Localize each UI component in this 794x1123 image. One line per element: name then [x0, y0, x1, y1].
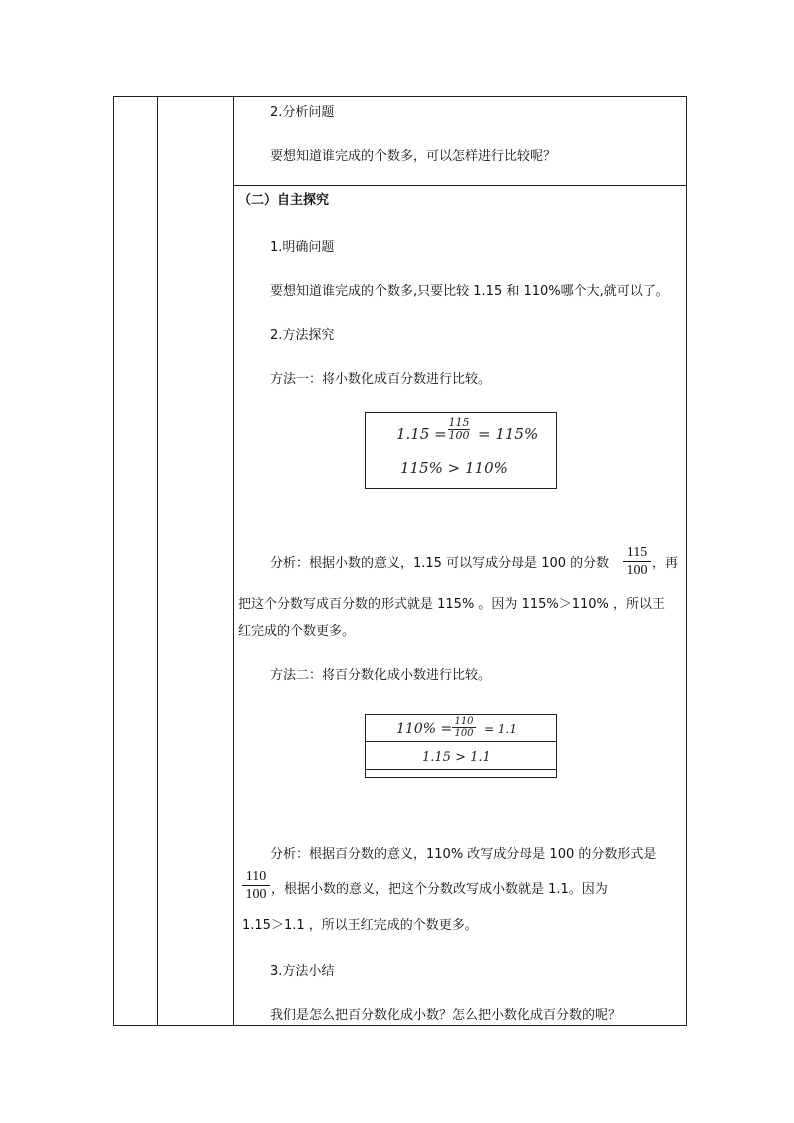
analysis1-fraction: [623, 545, 651, 578]
handwritten-work-box-1: [365, 412, 557, 489]
step2-title: 2.方法探究: [270, 328, 335, 343]
analysis1-line2: 把这个分数写成百分数的形式就是 115% 。因为 115%＞110% ，所以王: [238, 597, 666, 612]
hw2-ruled-line-2: [366, 769, 556, 770]
hw1-line1-left: 1.15 =: [396, 425, 447, 443]
table-left-border: [113, 96, 114, 1026]
hw1-fraction-den: 100: [448, 429, 470, 442]
hw2-ruled-line-1: [366, 741, 556, 742]
section-title: （二）自主探究: [238, 193, 330, 208]
analysis-heading: 2.分析问题: [270, 105, 335, 120]
step3-title: 3.方法小结: [270, 964, 335, 979]
hw2-fraction: [452, 716, 476, 739]
analysis1-fraction-bar: [623, 561, 651, 562]
hw1-line1-right: = 115%: [478, 425, 539, 443]
hw2-line2: 1.15 > 1.1: [422, 750, 491, 765]
analysis2-line3: 1.15＞1.1 ，所以王红完成的个数更多。: [242, 918, 478, 933]
analysis1-suffix: ，再: [652, 556, 679, 571]
hw2-fraction-num: 110: [454, 716, 474, 727]
analysis1-fraction-den: 100: [626, 563, 648, 578]
step1-title: 1.明确问题: [270, 240, 335, 255]
step1-text: 要想知道谁完成的个数多,只要比较 1.15 和 110%哪个大,就可以了。: [270, 284, 669, 299]
hw1-fraction-num: 115: [448, 416, 470, 429]
row-divider: [233, 185, 687, 186]
step3-text: 我们是怎么把百分数化成小数？怎么把小数化成百分数的呢？: [270, 1008, 622, 1023]
analysis1-fraction-num: 115: [626, 545, 648, 560]
analysis2-line1: 分析：根据百分数的意义，110% 改写成分母是 100 的分数形式是: [270, 847, 657, 862]
hw2-line1-right: = 1.1: [484, 722, 517, 736]
handwritten-work-box-2: [365, 714, 557, 778]
table-bottom-border: [113, 1025, 687, 1026]
hw2-fraction-den: 100: [454, 728, 474, 739]
hw1-line2: 115% > 110%: [400, 459, 508, 477]
hw1-fraction: [448, 417, 470, 442]
analysis2-fraction-den: 100: [245, 887, 267, 902]
table-top-border: [113, 96, 687, 97]
table-right-border: [686, 96, 687, 1026]
method2-title: 方法二：将百分数化成小数进行比较。: [270, 668, 492, 683]
analysis2-fraction-num: 110: [245, 869, 267, 884]
table-col-divider-1: [157, 96, 158, 1026]
table-col-divider-2: [233, 96, 234, 1026]
method1-title: 方法一：将小数化成百分数进行比较。: [270, 372, 492, 387]
analysis2-fraction-bar: [242, 885, 270, 886]
analysis-question: 要想知道谁完成的个数多，可以怎样进行比较呢？: [270, 149, 557, 164]
hw2-line1-left: 110% =: [396, 721, 453, 737]
analysis2-line2: ，根据小数的意义，把这个分数改写成小数就是 1.1。因为: [271, 882, 608, 897]
analysis1-line3: 红完成的个数更多。: [238, 624, 356, 639]
analysis1-line1: 分析：根据小数的意义，1.15 可以写成分母是 100 的分数: [270, 556, 610, 571]
analysis2-fraction: [242, 869, 270, 902]
